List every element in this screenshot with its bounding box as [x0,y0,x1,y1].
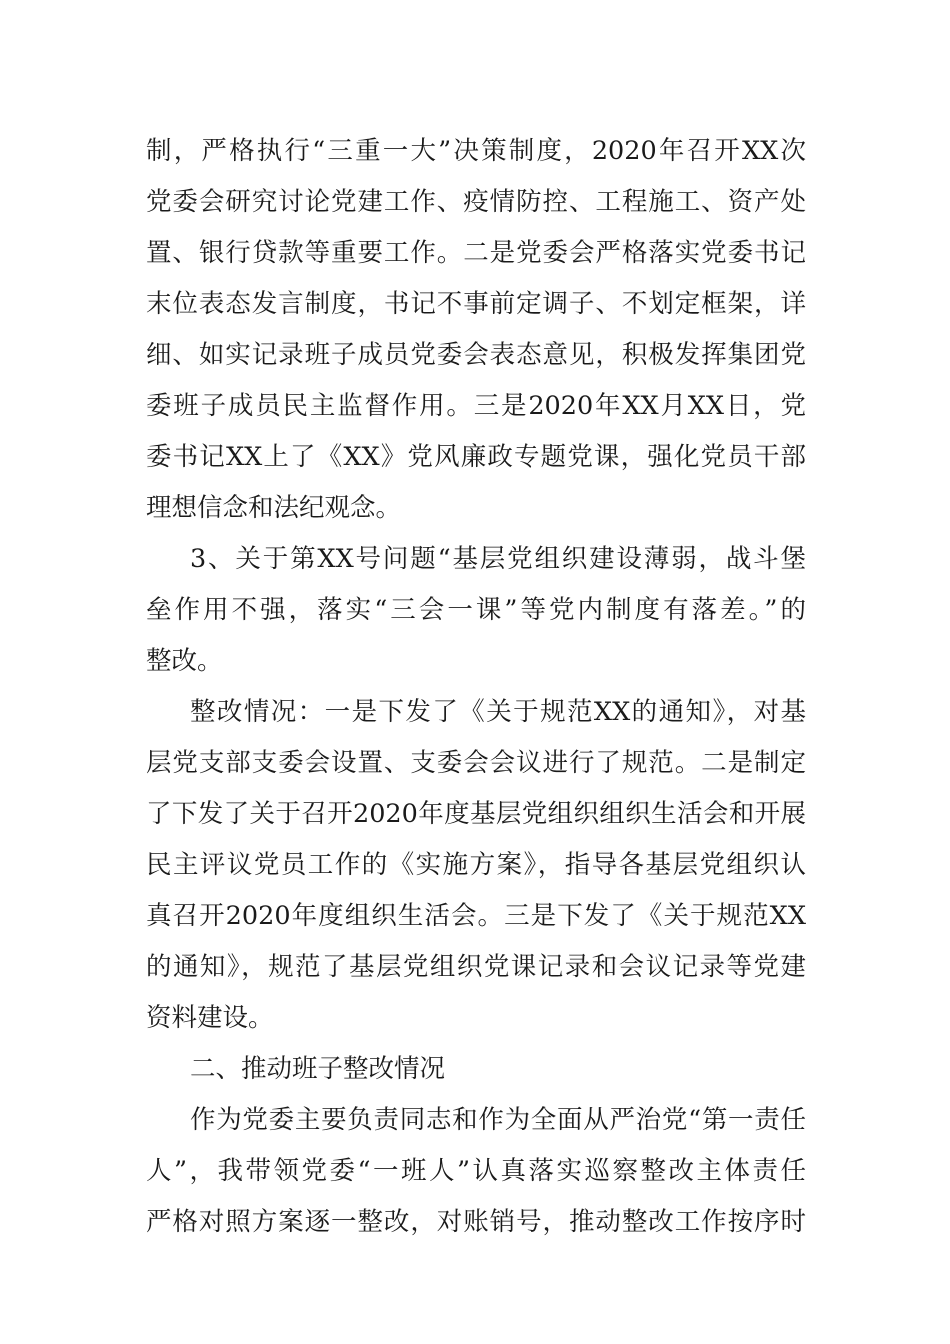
section-heading-3: 3、关于第XX号问题“基层党组织建设薄弱，战斗堡 [190,544,806,574]
text-line: 层党支部支委会设置、支委会会议进行了规范。二是制定 [146,748,806,778]
text-line: 真召开2020年度组织生活会。三是下发了《关于规范XX [146,901,806,931]
text-line: 人”，我带领党委“一班人”认真落实巡察整改主体责任 [146,1156,806,1186]
text-line: 委书记XX上了《XX》党风廉政专题党课，强化党员干部 [146,442,806,472]
text-line: 民主评议党员工作的《实施方案》，指导各基层党组织认 [146,850,806,880]
text-line: 细、如实记录班子成员党委会表态意见，积极发挥集团党 [146,340,806,370]
text-line: 制，严格执行“三重一大”决策制度，2020年召开XX次 [146,136,806,166]
text-line: 垒作用不强，落实“三会一课”等党内制度有落差。”的 [146,595,806,625]
section-heading-2: 二、推动班子整改情况 [190,1054,446,1084]
text-line: 了下发了关于召开2020年度基层党组织组织生活会和开展 [146,799,806,829]
text-line: 作为党委主要负责同志和作为全面从严治党“第一责任 [190,1105,806,1135]
text-line: 的通知》，规范了基层党组织党课记录和会议记录等党建 [146,952,806,982]
text-line: 党委会研究讨论党建工作、疫情防控、工程施工、资产处 [146,187,806,217]
text-line: 置、银行贷款等重要工作。二是党委会严格落实党委书记 [146,238,806,268]
text-line: 整改。 [146,646,223,676]
text-line: 严格对照方案逐一整改，对账销号，推动整改工作按序时 [146,1207,806,1237]
document-body [146,126,806,1248]
text-line: 委班子成员民主监督作用。三是2020年XX月XX日，党 [146,391,806,421]
text-line: 理想信念和法纪观念。 [146,493,402,523]
text-line: 整改情况：一是下发了《关于规范XX的通知》，对基 [190,697,806,727]
text-line: 资料建设。 [146,1003,274,1033]
text-line: 末位表态发言制度，书记不事前定调子、不划定框架，详 [146,289,806,319]
